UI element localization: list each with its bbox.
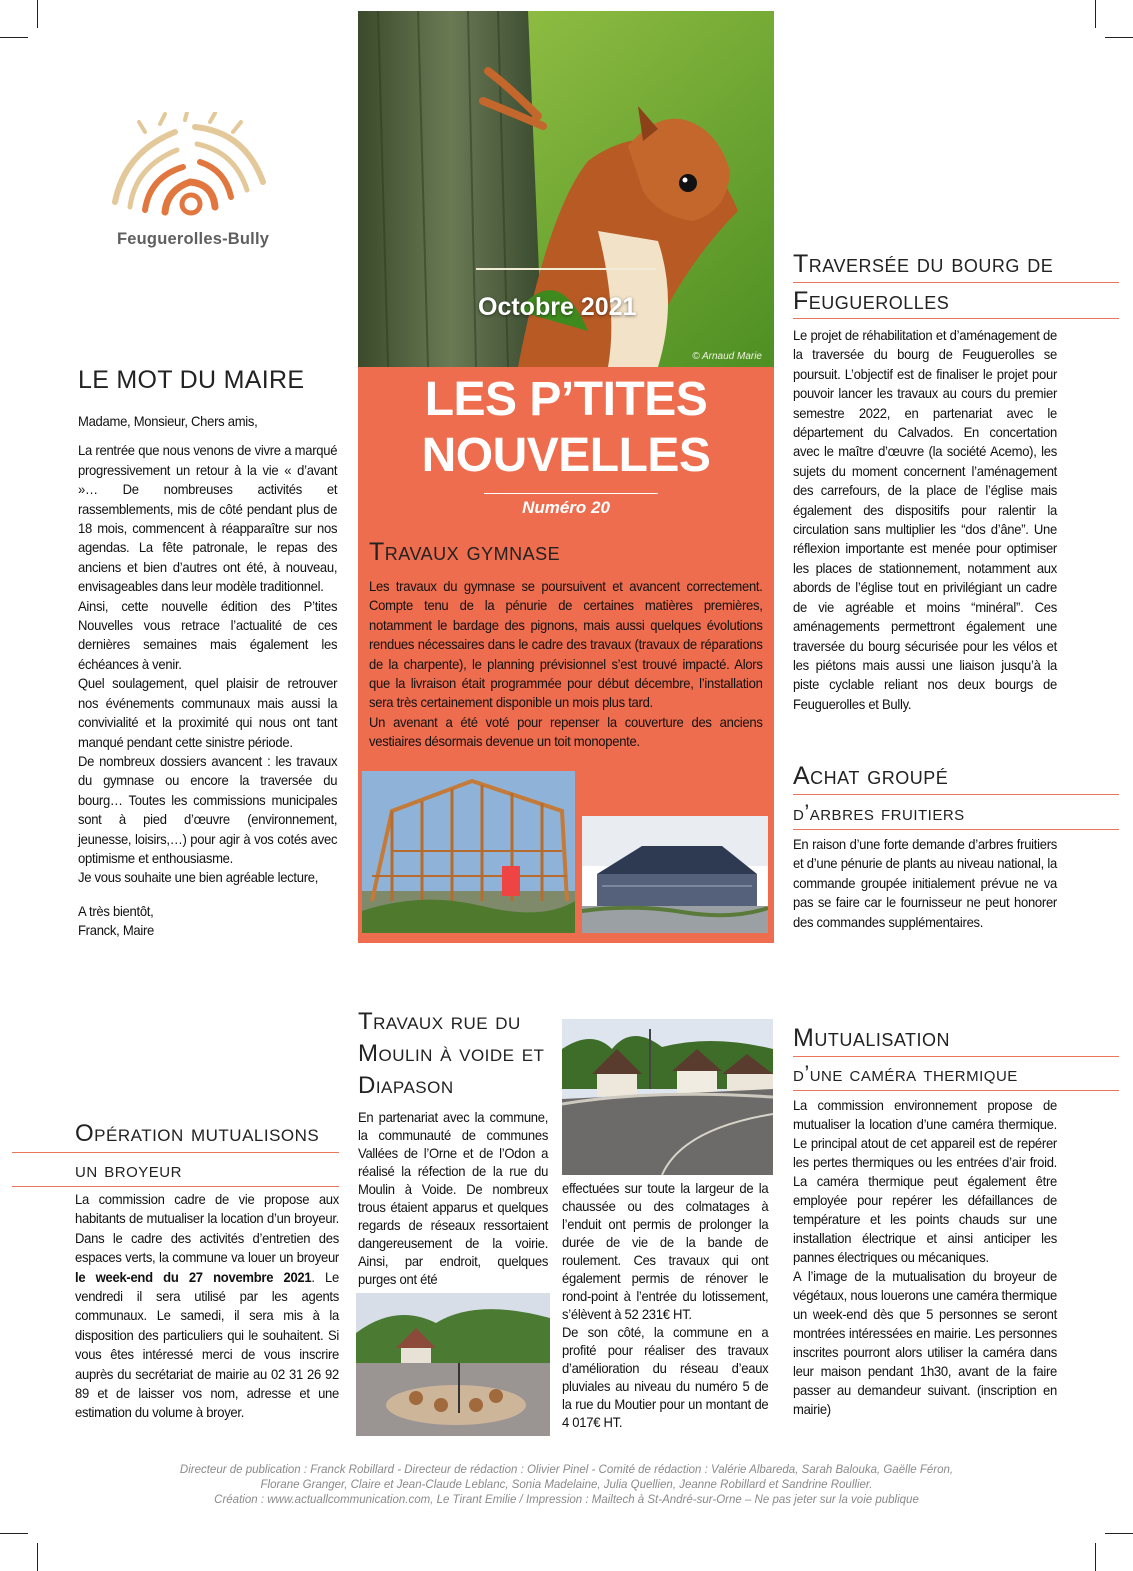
broyeur-heading-1: Opération mutualisons xyxy=(75,1120,320,1147)
achat-heading-2: d’arbres fruitiers xyxy=(793,800,965,825)
traversee-rule xyxy=(793,318,1119,319)
ammonite-logo-icon xyxy=(105,112,275,230)
broyeur-rule xyxy=(12,1152,339,1153)
traversee-rule xyxy=(793,282,1119,283)
gymnasium-building-icon xyxy=(582,816,768,933)
broyeur-text xyxy=(75,1190,339,1423)
maire-paragraph: Ainsi, cette nouvelle édition des P’tites Nouvelles vous retrace l’actualité de ces dernières semaines mais également les échéances à venir. xyxy=(78,598,338,672)
achat-heading-1: Achat groupé xyxy=(793,762,949,790)
broyeur-rule xyxy=(12,1186,339,1187)
crop-mark xyxy=(0,1533,28,1534)
signature: Franck, Maire xyxy=(78,923,155,939)
title-divider xyxy=(484,493,658,494)
moulin-text-right xyxy=(562,1180,768,1432)
maire-paragraph: Je vous souhaite une bien agréable lecture, xyxy=(78,870,319,886)
newsletter-title xyxy=(358,372,774,484)
camera-heading-2: d’une caméra thermique xyxy=(793,1061,1018,1086)
maire-paragraph: La rentrée que nous venons de vivre a marqué progressivement un retour à la vie « d’avant »… De nombreuses activités et rassemblements, mis de côté pendant plus de 18 mois, commencent à réapparaître sur nos agendas. La fête patronale, le repas des anciens et bien d’autres ont été, à nouveau, envisageables dans leur modèle traditionnel. xyxy=(78,443,338,595)
gymnase-frame-photo xyxy=(362,771,575,933)
crop-mark xyxy=(0,37,28,38)
broyeur-date: le week-end du 27 novembre 2021 xyxy=(75,1269,312,1285)
cover-photo xyxy=(358,11,774,367)
photo-credit: © Arnaud Marie xyxy=(692,351,762,362)
title-line-2: NOUVELLES xyxy=(421,429,711,482)
achat-text: En raison d’une forte demande d’arbres fruitiers et d’une pénurie de plants au niveau national, la commande groupée initialement prévue ne va pas se faire car le fournisseur ne peut honorer des commandes supplémentaires. xyxy=(793,837,1057,930)
moulin-heading-1: Travaux rue du xyxy=(358,1008,521,1035)
camera-rule xyxy=(793,1056,1119,1057)
moulin-text-left: En partenariat avec la commune, la communauté de communes Vallées de l’Orne et de l’Odon a réalisé la réfection de la rue du Moulin à Voide. De nombreux trous étaient apparus et quelques regards de réseaux ressortaient dangereusement de la voirie. Ainsi, par endroit, quelques purges ont été xyxy=(358,1110,549,1287)
camera-paragraph: A l’image de la mutualisation du broyeur de végétaux, nous louerons une caméra thermique un week-end dès que 5 personnes se seront montrées intéressées en mairie. Les personnes inscrites pourront alors utiliser la caméra dans leur maison pendant 1h30, avant de la faire passer au demandeur suivant. (inscription en mairie) xyxy=(793,1269,1057,1417)
camera-rule xyxy=(793,1090,1119,1091)
roundabout-icon xyxy=(356,1293,550,1436)
town-name: Feuguerolles-Bully xyxy=(117,230,270,248)
gymnase-building-photo xyxy=(582,816,768,933)
crop-mark xyxy=(1095,0,1096,28)
gymnase-paragraph: Les travaux du gymnase se poursuivent et avancent correctement. Compte tenu de la pénurie de certaines matières premières, notamment le bardage des pignons, mais aussi quelques évolutions rendues nécessaires dans le cadre des travaux (travaux de réparations de la charpente), le planning prévisionnel s’est trouvé impacté. Alors que la livraison était programmée pour début décembre, l’installation sera très certainement disponible un mois plus tard. xyxy=(369,579,763,711)
issue-number: Numéro 20 xyxy=(522,498,610,517)
maire-paragraph: De nombreux dossiers avancent : les travaux du gymnase ou encore la traversée du bourg… Toutes les commissions municipales sont à pied d’œuvre (environnement, jeunesse, loisirs,…) pour agir à vos cotés avec optimisme et enthousiasme. xyxy=(78,753,338,866)
gymnase-text xyxy=(369,577,763,752)
salutation: Madame, Monsieur, Chers amis, xyxy=(78,414,258,429)
traversee-heading-2: Feuguerolles xyxy=(793,287,950,315)
maire-paragraph: Quel soulagement, quel plaisir de retrouver nos événements communaux mais aussi la convivialité et la proximité qui nous ont tant manqué pendant cette sinistre période. xyxy=(78,676,338,750)
broyeur-heading-2: un broyeur xyxy=(75,1157,182,1182)
moulin-roundabout-photo xyxy=(356,1293,550,1436)
camera-heading-1: Mutualisation xyxy=(793,1024,951,1052)
camera-paragraph: La commission environnement propose de mutualiser la location d’une caméra thermique. Le principal atout de cet appareil est de repérer les pertes thermiques ou les entrées d’air froid. La caméra thermique peut également être employée pour repérer les défaillances de température et les points chauds sur une installation électrique et ainsi anticiper les pannes électriques ou mécaniques. xyxy=(793,1098,1057,1265)
moulin-heading-3: Diapason xyxy=(358,1072,454,1099)
crop-mark xyxy=(1095,1543,1096,1571)
moulin-paragraph: De son côté, la commune en a profité pour réaliser des travaux d’amélioration du réseau d’eaux pluviales au niveau du numéro 5 de la rue du Moutier pour un montant de 4 017€ HT. xyxy=(562,1325,769,1430)
crop-mark xyxy=(37,1543,38,1571)
moulin-street-photo xyxy=(562,1019,773,1175)
camera-text xyxy=(793,1096,1057,1419)
traversee-heading-1: Traversée du bourg de xyxy=(793,250,1054,278)
moulin-paragraph: effectuées sur toute la largeur de la chaussée ou des colmatages à l’enduit ont permis de prolonger la durée de vie de la bande de roulement. Ces travaux qui ont également permis de rénover le rond-point à l’entrée du lotissement, s’élèvent à 52 231€ HT. xyxy=(562,1181,769,1322)
mot-du-maire-heading: LE MOT DU MAIRE xyxy=(78,366,305,394)
credits-line-2: Florane Granger, Claire et Jean-Claude Leblanc, Sonia Madelaine, Julia Quellien, Jeanne Robillard et Sandrine Roullier. xyxy=(260,1479,873,1491)
achat-rule xyxy=(793,794,1119,795)
town-logo xyxy=(105,112,275,252)
mot-du-maire-text xyxy=(78,412,337,941)
gymnase-heading: Travaux gymnase xyxy=(369,538,561,566)
closing-line: A très bientôt, xyxy=(78,903,154,919)
credits-line-3: Création : www.actuallcommunication.com, Le Tirant Emilie / Impression : Mailtech à St-André-sur-Orne – Ne pas jeter sur la voie publique xyxy=(214,1494,919,1506)
cover-date: Octobre 2021 xyxy=(478,293,637,321)
broyeur-text-start: La commission cadre de vie propose aux habitants de mutualiser la location d’un broyeur. Dans le cadre des activités d’entretien des espaces verts, la commune va louer un broyeur xyxy=(75,1192,339,1266)
gymnasium-frame-icon xyxy=(362,771,575,933)
title-line-1: LES P’TITES xyxy=(424,373,708,426)
crop-mark xyxy=(1105,37,1133,38)
broyeur-text-end: . Le vendredi il sera utilisé par les agents communaux. Le samedi, il sera mis à la disposition des particuliers qui le souhaitent. Si vous êtes intéressé merci de vous inscrire auprès du secrétariat de mairie au 02 31 26 92 89 et de laisser vos nom, adresse et une estimation du volume à broyer. xyxy=(75,1269,339,1421)
moulin-heading-2: Moulin à voide et xyxy=(358,1040,545,1067)
gymnase-paragraph: Un avenant a été voté pour repenser la couverture des anciens vestiaires désormais devenue un toit monopente. xyxy=(369,714,763,750)
street-icon xyxy=(562,1019,773,1175)
achat-rule xyxy=(793,829,1119,830)
crop-mark xyxy=(1105,1533,1133,1534)
credits-footer xyxy=(0,1463,1133,1508)
traversee-text: Le projet de réhabilitation et d’aménagement de la traversée du bourg de Feuguerolles se poursuit. L’objectif est de finaliser le projet pour pouvoir lancer les travaux au cours du premier semestre 2022, en partenariat avec le département du Calvados. En concertation avec le maître d’œuvre (la société Acemo), les sujets du moment concernent l’aménagement des carrefours, de la place de l’église mais également des dispositifs pour ralentir la circulation sans multiplier les “dos d’âne”. Une réflexion importante est menée pour optimiser les places de stationnement, notamment aux abords de l’église tout en privilégiant un cadre de vie agréable et moins “minéral”. Ces aménagements permettront également une traversée du bourg sécurisée pour les vélos et les piétons mais aussi une liaison jusqu’à la piste cyclable reliant nos deux bourgs de Feuguerolles et Bully. xyxy=(793,328,1057,712)
crop-mark xyxy=(37,0,38,28)
credits-line-1: Directeur de publication : Franck Robillard - Directeur de rédaction : Olivier Pinel - Comité de rédaction : Valérie Albareda, Sarah Balouka, Gaëlle Féron, xyxy=(179,1464,954,1476)
